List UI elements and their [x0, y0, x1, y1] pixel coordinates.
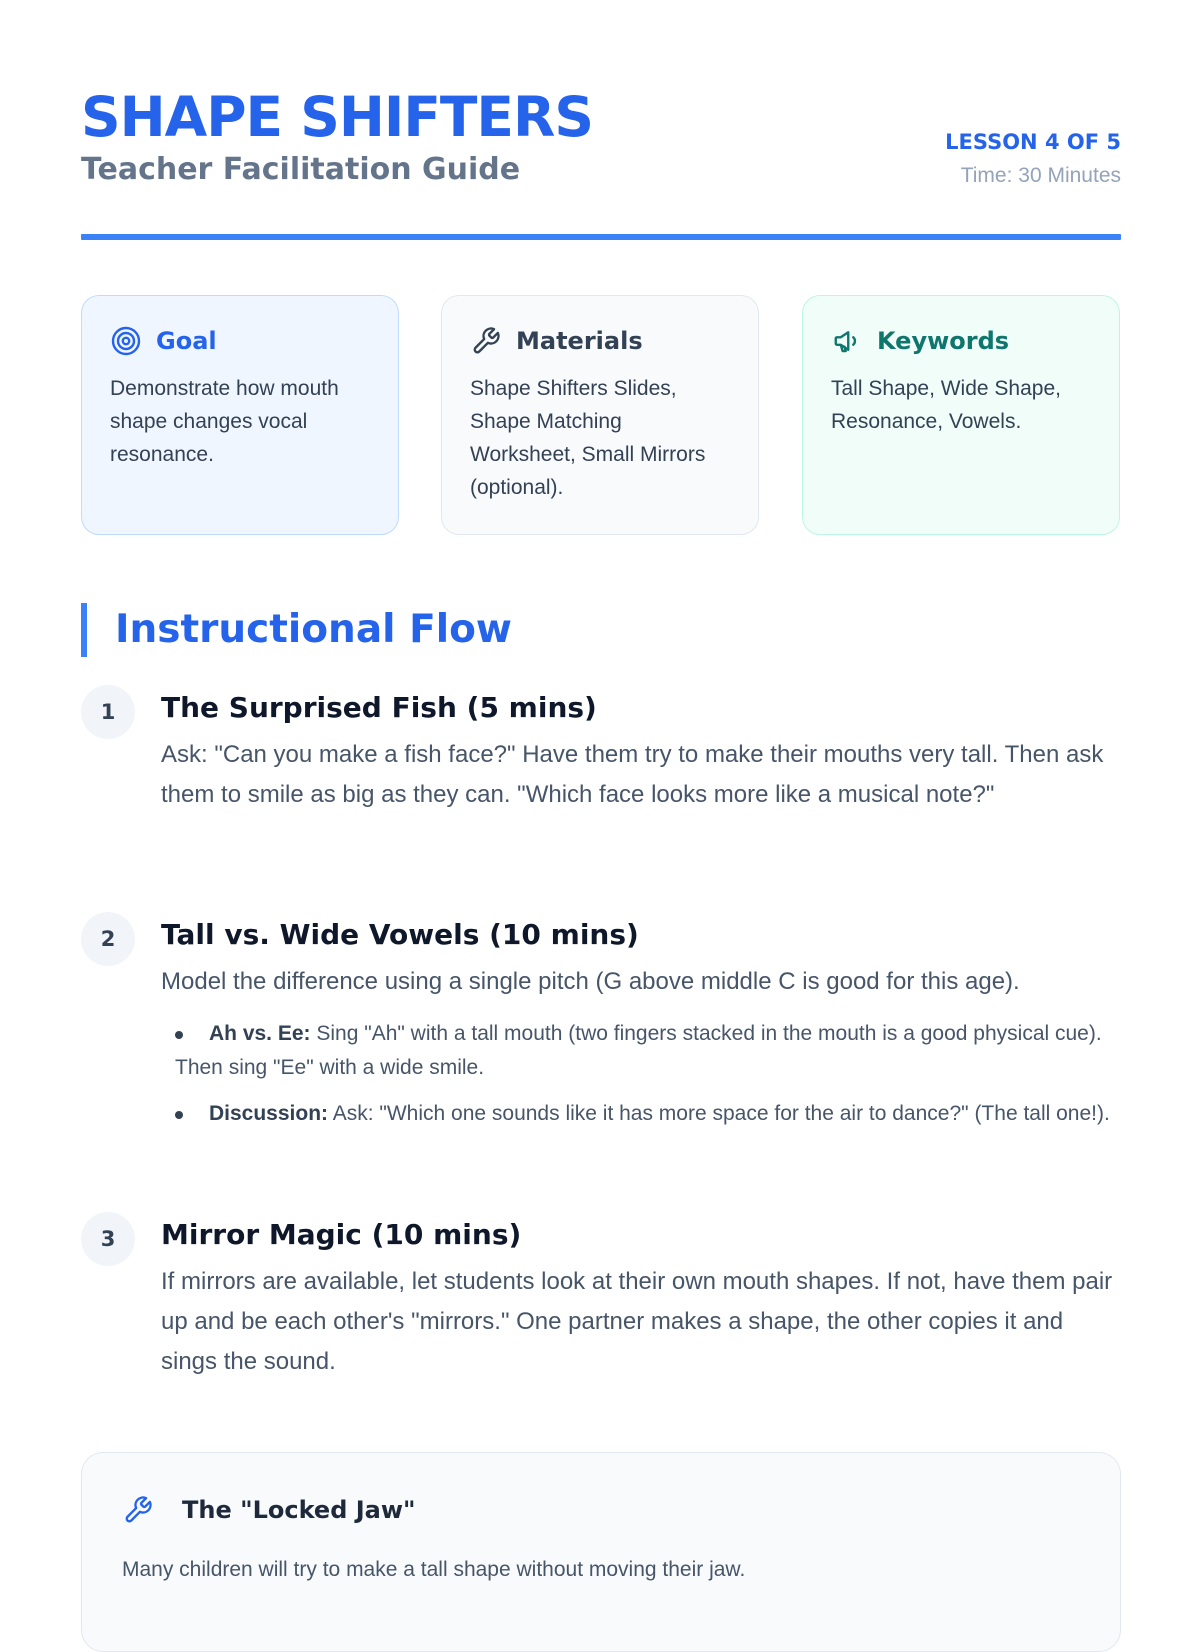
- list-item-text: Sing "Ah" with a tall mouth (two fingers stacked in the mouth is a good physical cue). Then sing "Ee" with a wide smile.: [175, 1022, 1102, 1079]
- keywords-card-text: Tall Shape, Wide Shape, Resonance, Vowels.: [831, 377, 1061, 433]
- step-title: Mirror Magic (10 mins): [161, 1218, 522, 1251]
- goal-card: [81, 295, 399, 535]
- keywords-card-title: Keywords: [877, 327, 1010, 355]
- materials-card-header: [470, 324, 732, 358]
- tip-box: [81, 1452, 1121, 1652]
- step-number-badge: 1: [81, 685, 135, 739]
- keywords-card-header: [831, 324, 1093, 358]
- wrench-icon: [122, 1494, 154, 1526]
- goal-card-title: Goal: [156, 327, 217, 355]
- step-title: The Surprised Fish (5 mins): [161, 691, 597, 724]
- step-1: [81, 685, 1121, 865]
- lesson-time: Time: 30 Minutes: [960, 164, 1121, 187]
- step-number-badge: 2: [81, 912, 135, 966]
- keywords-card: [802, 295, 1120, 535]
- page-title: SHAPE SHIFTERS: [81, 85, 593, 149]
- list-item-label: Discussion:: [209, 1102, 329, 1125]
- megaphone-icon: [831, 325, 863, 357]
- tip-title: The "Locked Jaw": [182, 1496, 416, 1524]
- header-divider: [81, 234, 1121, 240]
- target-icon: [110, 325, 142, 357]
- materials-card-title: Materials: [516, 327, 643, 355]
- goal-card-header: [110, 324, 372, 358]
- info-cards: [81, 295, 1121, 537]
- step-3: [81, 1212, 1121, 1392]
- step-title: Tall vs. Wide Vowels (10 mins): [161, 918, 639, 951]
- lesson-number: LESSON 4 OF 5: [945, 130, 1121, 154]
- section-accent-bar: [81, 603, 87, 657]
- goal-card-text: Demonstrate how mouth shape changes vocal resonance.: [110, 377, 339, 466]
- list-item-text: Ask: "Which one sounds like it has more space for the air to dance?" (The tall one!).: [328, 1102, 1110, 1125]
- step-number-badge: 3: [81, 1212, 135, 1266]
- materials-card: [441, 295, 759, 535]
- bullet-icon: [175, 1031, 183, 1039]
- list-item-label: Ah vs. Ee:: [209, 1022, 311, 1045]
- section-title: Instructional Flow: [115, 607, 512, 652]
- section-heading: [81, 603, 1121, 657]
- bullet-icon: [175, 1111, 183, 1119]
- tip-header: [122, 1493, 416, 1527]
- step-description: If mirrors are available, let students look at their own mouth shapes. If not, have them pair up and be each other's "mirrors." One partner makes a shape, the other copies it and sings the sound.: [161, 1268, 1113, 1375]
- step-2: [81, 912, 1121, 1172]
- step-description: Model the difference using a single pitch (G above middle C is good for this age).: [161, 968, 1020, 995]
- page-subtitle: Teacher Facilitation Guide: [81, 152, 521, 187]
- page-header: [81, 80, 1121, 240]
- materials-card-text: Shape Shifters Slides, Shape Matching Worksheet, Small Mirrors (optional).: [470, 377, 706, 499]
- tip-text: Many children will try to make a tall shape without moving their jaw.: [122, 1558, 746, 1581]
- list-item: [175, 1097, 1121, 1131]
- step-description: Ask: "Can you make a fish face?" Have them try to make their mouths very tall. Then ask them to smile as big as they can. "Which face looks more like a musical note?": [161, 741, 1104, 808]
- wrench-icon: [470, 325, 502, 357]
- step-bullet-list: [175, 1017, 1121, 1143]
- list-item: [175, 1017, 1121, 1085]
